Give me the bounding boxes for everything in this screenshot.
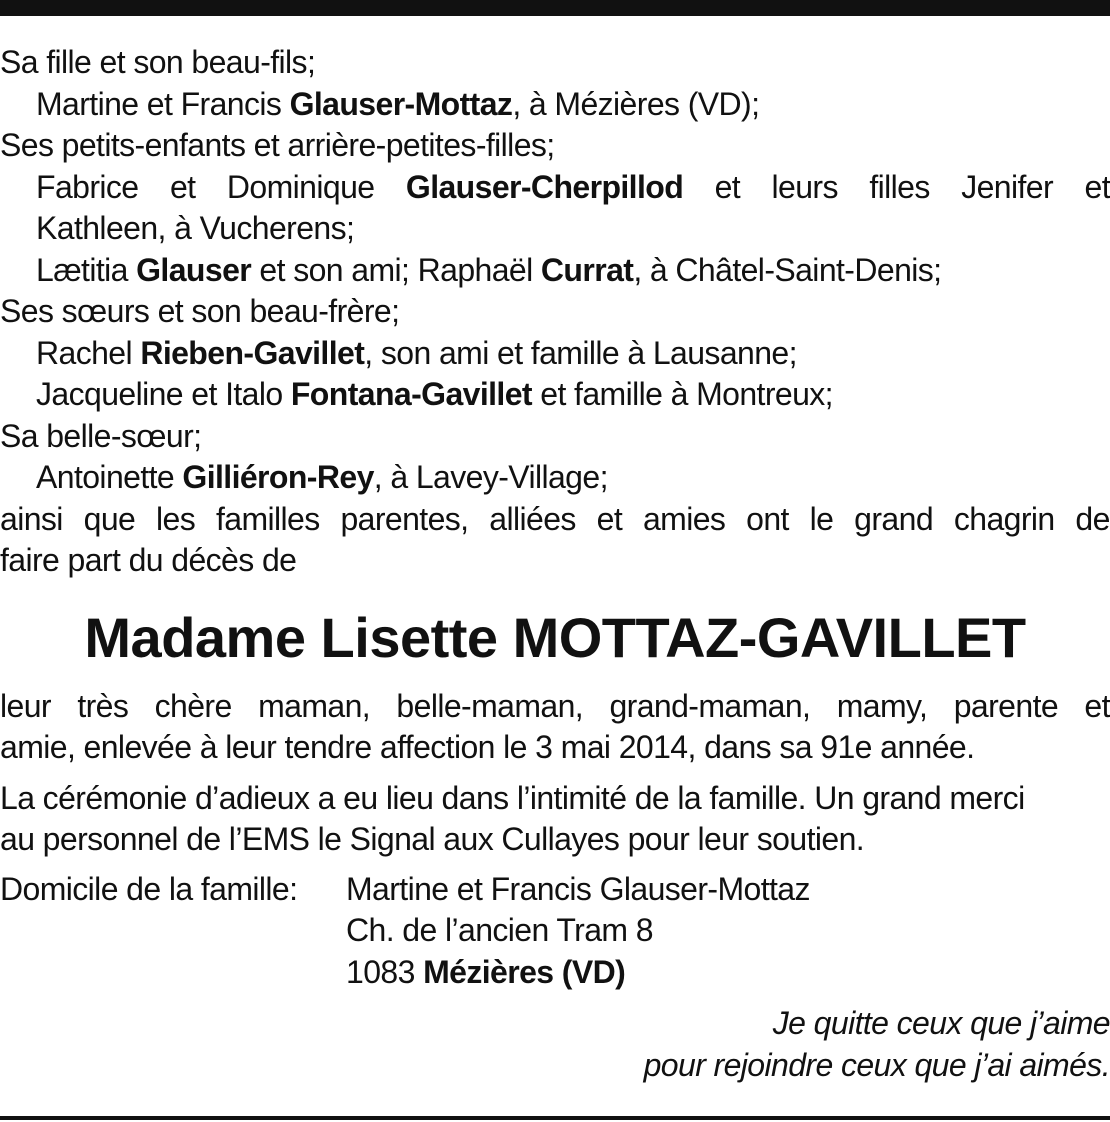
rachel-line: Rachel Rieben-Gavillet, son ami et famille à Lausanne; — [36, 334, 797, 371]
closing-quote — [0, 1003, 1110, 1086]
domicile-city: Mézières (VD) — [423, 953, 626, 990]
domicile-label: Domicile de la famille: — [0, 870, 298, 907]
ceremony-line-2: au personnel de l’EMS le Signal aux Cullayes pour leur soutien. — [0, 821, 865, 857]
quote-line-1: Je quitte ceux que j’aime — [772, 1005, 1110, 1041]
sisterinlaw-heading: Sa belle-sœur; — [0, 417, 202, 454]
ceremony-line-1: La cérémonie d’adieux a eu lieu dans l’intimité de la famille. Un grand merci — [0, 779, 1025, 816]
fabrice-line: Fabrice et Dominique Glauser-Cherpillod et leurs filles Jenifer et — [0, 167, 1110, 209]
obituary-notice — [0, 42, 1110, 1086]
surname: Gilliéron-Rey — [182, 459, 374, 495]
laetitia-line: Lætitia Glauser et son ami; Raphaël Currat, à Châtel-Saint-Denis; — [36, 251, 942, 288]
domicile-address — [346, 869, 810, 994]
domicile-name: Martine et Francis Glauser-Mottaz — [346, 870, 810, 907]
description-line-1: leur très chère maman, belle-maman, grand-maman, mamy, parente et — [0, 687, 1110, 724]
surname: Rieben-Gavillet — [140, 334, 365, 371]
domicile-street: Ch. de l’ancien Tram 8 — [346, 912, 653, 948]
antoinette-line: Antoinette Gilliéron-Rey, à Lavey-Village; — [36, 459, 608, 495]
sisters-heading: Ses sœurs et son beau-frère; — [0, 293, 400, 329]
jacqueline-line: Jacqueline et Italo Fontana-Gavillet et famille à Montreux; — [36, 376, 833, 412]
surname: Glauser-Cherpillod — [405, 168, 684, 205]
announcement-line-1: ainsi que les familles parentes, alliées et amies ont le grand chagrin de — [0, 500, 1110, 537]
announcement-line-2: faire part du décès de — [0, 542, 297, 578]
bottom-rule — [0, 1116, 1110, 1120]
daughter-line: Martine et Francis Glauser-Mottaz, à Mézières (VD); — [36, 85, 760, 122]
daughter-heading: Sa fille et son beau-fils; — [0, 44, 316, 80]
grandchildren-heading: Ses petits-enfants et arrière-petites-filles; — [0, 127, 555, 163]
top-rule — [0, 0, 1110, 16]
domicile-block — [0, 869, 1110, 994]
surname: Currat — [540, 251, 634, 288]
deceased-name: Madame Lisette MOTTAZ-GAVILLET — [84, 605, 1026, 669]
surname: Glauser — [136, 251, 252, 288]
fabrice-line-continued: Kathleen, à Vucherens; — [36, 210, 355, 246]
surname: Glauser-Mottaz — [289, 85, 513, 122]
domicile-city-line: 1083 Mézières (VD) — [346, 953, 626, 990]
quote-line-2: pour rejoindre ceux que j’ai aimés. — [643, 1046, 1110, 1083]
surname: Fontana-Gavillet — [290, 376, 532, 412]
description-line-2: amie, enlevée à leur tendre affection le 3 mai 2014, dans sa 91e année. — [0, 729, 975, 765]
